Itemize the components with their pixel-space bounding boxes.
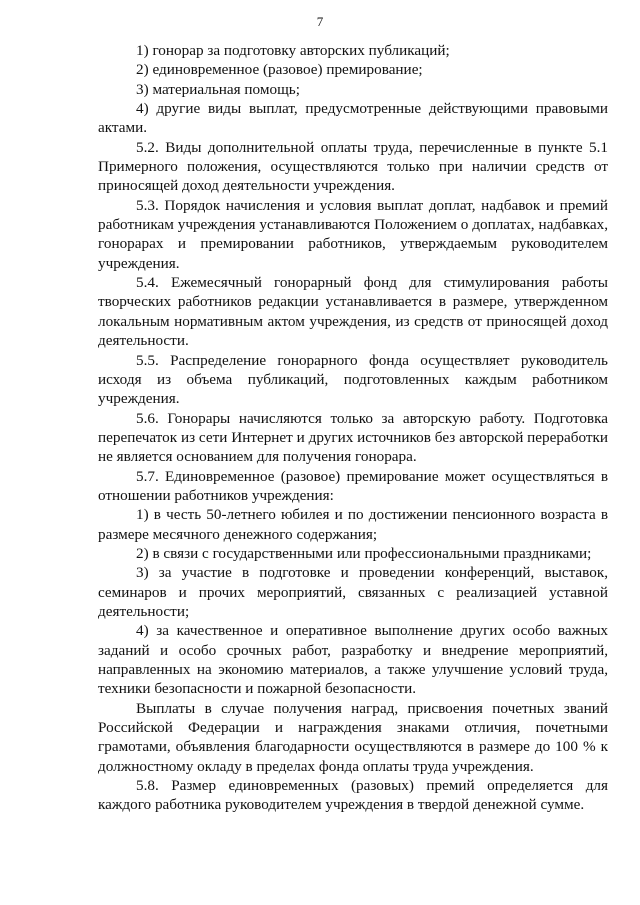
clause-5-4: 5.4. Ежемесячный гонорарный фонд для стимулирования работы творческих работников редакции устанавливается в размере, утвержденном локальным нормативным актом учреждения, из средств от приносящей доход деятельности. xyxy=(98,274,608,350)
page-number: 7 xyxy=(316,14,324,29)
clause-5-6: 5.6. Гонорары начисляются только за авторскую работу. Подготовка перепечаток из сети Интернет и других источников без авторской переработки не является основанием для получения гонорара. xyxy=(98,409,608,466)
bonus-case-holidays: 2) в связи с государственными или профессиональными праздниками; xyxy=(136,544,592,562)
list-item-royalty: 1) гонорар за подготовку авторских публикаций; xyxy=(136,42,450,59)
clause-5-3: 5.3. Порядок начисления и условия выплат доплат, надбавок и премий работникам учреждения устанавливаются Положением о доплатах, надбавках, гонорарах и премировании работников, утверждаемым руководителем учреждения. xyxy=(98,196,608,272)
clause-5-2: 5.2. Виды дополнительной оплаты труда, перечисленные в пункте 5.1 Примерного положения, осуществляются только при наличии средств от приносящей доход деятельности учреждения. xyxy=(98,138,608,195)
document-body xyxy=(98,41,608,815)
list-item-material-aid: 3) материальная помощь; xyxy=(136,80,300,98)
list-item-one-time-bonus: 2) единовременное (разовое) премирование; xyxy=(136,61,423,79)
bonus-case-important-tasks: 4) за качественное и оперативное выполнение других особо важных заданий и особо срочных работ, разработку и внедрение мероприятий, направленных на экономию материалов, а также улучшение условий труда, техники безопасности и пожарной безопасности. xyxy=(98,622,608,698)
awards-payments-paragraph: Выплаты в случае получения наград, присвоения почетных званий Российской Федерации и награждения знаками отличия, почетными грамотами, объявления благодарности осуществляются в размере до 100 % к должностному окладу в пределах фонда оплаты труда учреждения. xyxy=(98,699,608,775)
clause-5-8: 5.8. Размер единовременных (разовых) премий определяется для каждого работника руководителем учреждения в твердой денежной сумме. xyxy=(98,777,608,814)
clause-5-5: 5.5. Распределение гонорарного фонда осуществляет руководитель исходя из объема публикаций, подготовленных каждым работником учреждения. xyxy=(98,351,608,408)
bonus-case-anniversary: 1) в честь 50-летнего юбилея и по достижении пенсионного возраста в размере месячного денежного содержания; xyxy=(98,506,608,543)
bonus-case-events: 3) за участие в подготовке и проведении конференций, выставок, семинаров и прочих мероприятий, связанных с реализацией уставной деятельности; xyxy=(98,564,608,620)
clause-5-7: 5.7. Единовременное (разовое) премирование может осуществляться в отношении работников учреждения: xyxy=(98,467,608,504)
list-item-other-payments: 4) другие виды выплат, предусмотренные действующими правовыми актами. xyxy=(98,100,608,137)
